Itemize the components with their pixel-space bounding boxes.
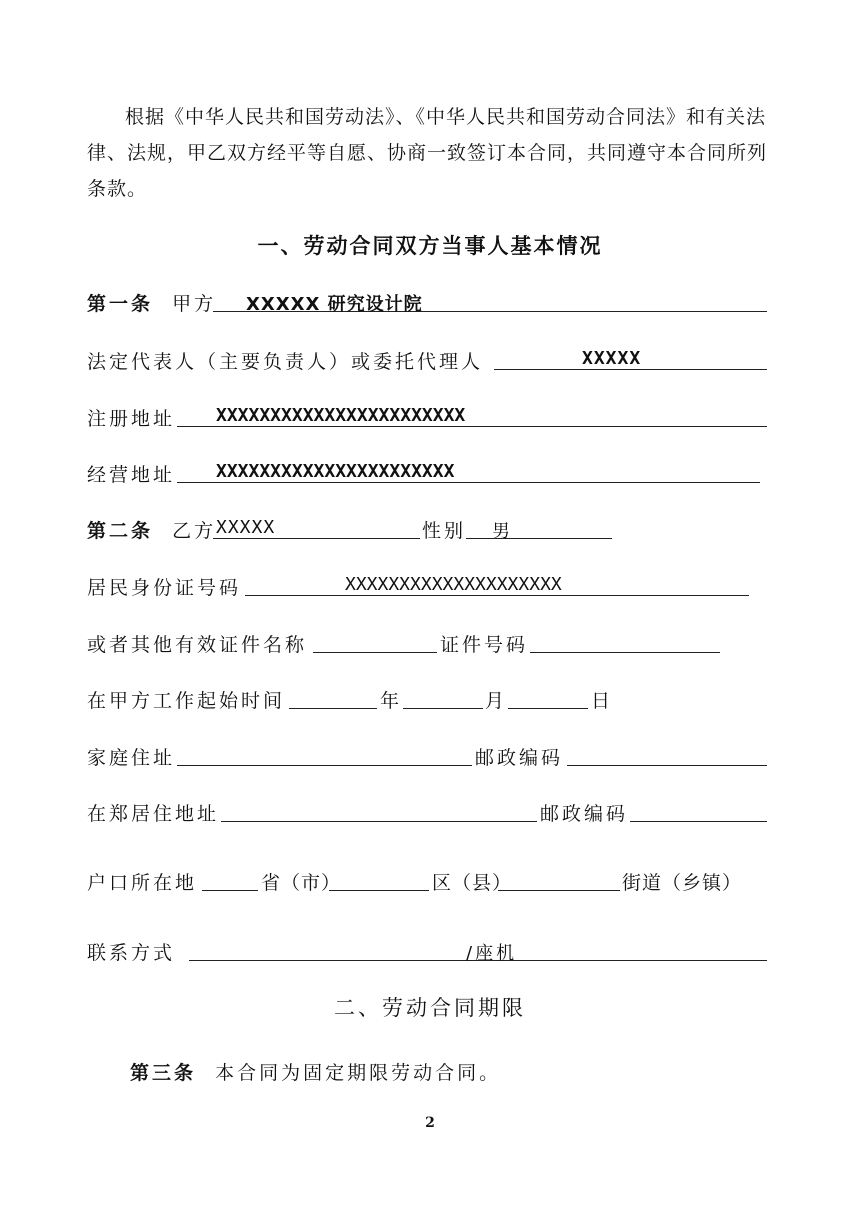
other-id-number-field[interactable] <box>530 630 720 653</box>
home-postcode-label: 邮政编码 <box>475 747 564 769</box>
zz-address-field[interactable] <box>221 799 537 822</box>
party-b-label: 乙方 <box>172 520 217 542</box>
zz-postcode-field[interactable] <box>630 799 767 822</box>
intro-paragraph: 根据《中华人民共和国劳动法》、《中华人民共和国劳动合同法》和有关法律、法规，甲乙双方经平等自愿、协商一致签订本合同，共同遵守本合同所列条款。 <box>87 106 768 200</box>
street-label: 街道（乡镇） <box>622 872 743 894</box>
party-a-label: 甲方 <box>172 293 217 315</box>
party-a-value: XXXXX 研究设计院 <box>246 294 423 315</box>
start-day-field[interactable] <box>508 686 588 709</box>
contact-label: 联系方式 <box>87 942 176 964</box>
article-3-label: 第三条 <box>130 1062 197 1084</box>
article-3-row <box>130 1058 501 1085</box>
section-heading-2: 二、劳动合同期限 <box>334 996 526 1020</box>
reg-address-label: 注册地址 <box>87 408 176 430</box>
party-b-value: XXXXX <box>216 517 276 538</box>
day-label: 日 <box>591 690 614 712</box>
zz-postcode-label: 邮政编码 <box>540 803 629 825</box>
hukou-street-field[interactable] <box>498 868 620 891</box>
start-year-field[interactable] <box>289 686 377 709</box>
reg-address-value: XXXXXXXXXXXXXXXXXXXXXXX <box>216 405 466 426</box>
page-number: 2 <box>425 1115 435 1131</box>
district-label: 区（县） <box>432 872 513 894</box>
year-label: 年 <box>380 690 403 712</box>
hukou-district-field[interactable] <box>329 868 429 891</box>
other-id-number-label: 证件号码 <box>440 634 529 656</box>
gender-field[interactable] <box>466 516 612 539</box>
zz-address-label: 在郑居住地址 <box>87 803 220 825</box>
article-2-row <box>87 516 216 543</box>
op-address-value: XXXXXXXXXXXXXXXXXXXXXX <box>216 461 455 482</box>
article-2-label: 第二条 <box>87 520 154 542</box>
province-label: 省（市） <box>261 872 342 894</box>
other-id-name-field[interactable] <box>313 630 437 653</box>
gender-label: 性别 <box>422 520 467 542</box>
home-postcode-field[interactable] <box>567 743 767 766</box>
id-number-value: XXXXXXXXXXXXXXXXXXXX <box>345 574 562 595</box>
home-address-label: 家庭住址 <box>87 747 176 769</box>
hukou-province-field[interactable] <box>202 868 258 891</box>
home-address-field[interactable] <box>177 743 472 766</box>
hukou-label: 户口所在地 <box>87 872 198 894</box>
article-1-row <box>87 289 216 316</box>
month-label: 月 <box>485 690 508 712</box>
gender-value: 男 <box>492 521 511 542</box>
id-number-label: 居民身份证号码 <box>87 577 242 599</box>
legal-rep-value: XXXXX <box>582 348 642 369</box>
start-month-field[interactable] <box>403 686 483 709</box>
start-date-label: 在甲方工作起始时间 <box>87 690 286 712</box>
article-1-label: 第一条 <box>87 293 154 315</box>
legal-rep-label: 法定代表人（主要负责人）或委托代理人 <box>87 351 484 373</box>
article-3-text: 本合同为固定期限劳动合同。 <box>215 1062 502 1084</box>
op-address-label: 经营地址 <box>87 464 176 486</box>
contact-value: /座机 <box>466 943 518 964</box>
section-heading-1: 一、劳动合同双方当事人基本情况 <box>257 234 603 258</box>
other-id-label: 或者其他有效证件名称 <box>87 634 308 656</box>
